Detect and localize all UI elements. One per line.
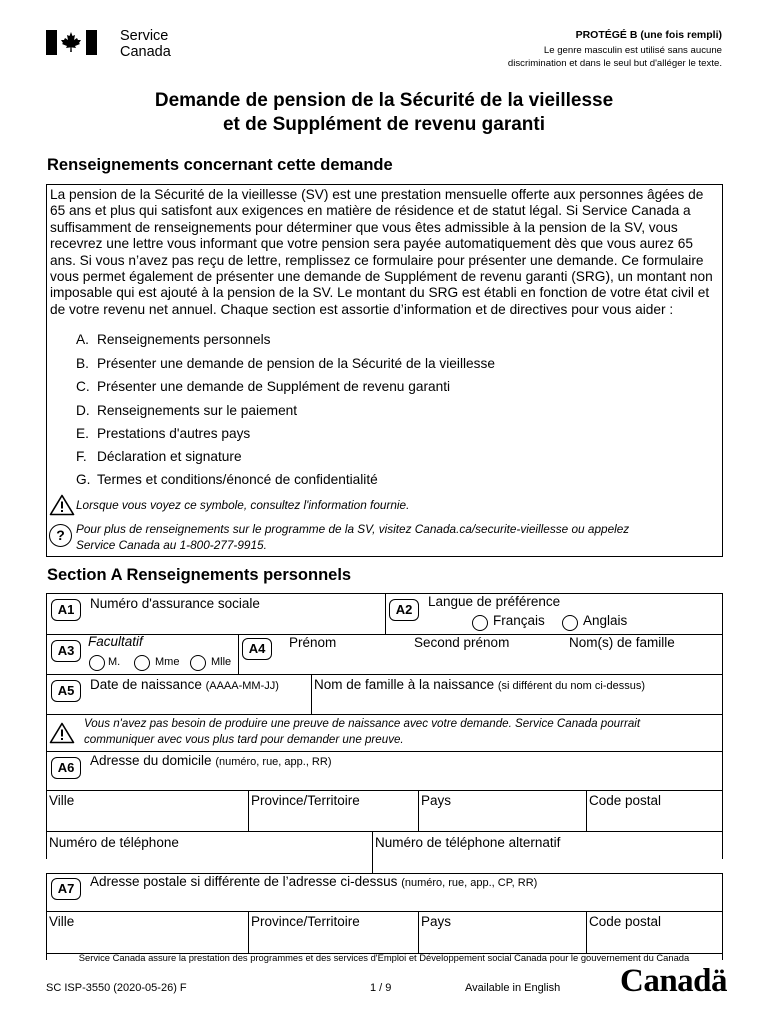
- mailing-province-field[interactable]: Province/Territoire: [251, 914, 360, 929]
- badge-a5: A5: [51, 680, 81, 702]
- warning-note: Lorsque vous voyez ce symbole, consultez l'information fournie.: [76, 498, 410, 512]
- page-number: 1 / 9: [370, 982, 392, 994]
- country-field[interactable]: Pays: [421, 793, 452, 808]
- mailing-country-field[interactable]: Pays: [421, 914, 452, 929]
- last-name-field[interactable]: Nom(s) de famille: [569, 635, 675, 650]
- radio-francais[interactable]: [472, 615, 488, 631]
- form-id: SC ISP-3550 (2020-05-26) F: [46, 982, 187, 994]
- mailing-address-field[interactable]: Adresse postale si différente de l’adresse ci-dessus (numéro, rue, app., CP, RR): [90, 874, 538, 889]
- mailing-city-field[interactable]: Ville: [49, 914, 75, 929]
- radio-anglais-label: Anglais: [583, 613, 628, 628]
- radio-mlle[interactable]: [190, 655, 206, 671]
- radio-m-label: M.: [108, 656, 121, 668]
- badge-a4: A4: [242, 638, 272, 660]
- badge-a6: A6: [51, 757, 81, 779]
- radio-mlle-label: Mlle: [211, 656, 232, 668]
- page-title: Demande de pension de la Sécurité de la vieillesse et de Supplément de revenu garanti: [154, 90, 614, 135]
- postal-code-field[interactable]: Code postal: [589, 793, 662, 808]
- first-name-field[interactable]: Prénom: [289, 635, 337, 650]
- radio-m[interactable]: [89, 655, 105, 671]
- warning-icon: [49, 494, 75, 516]
- alt-phone-field[interactable]: Numéro de téléphone alternatif: [375, 835, 561, 850]
- middle-name-field[interactable]: Second prénom: [414, 635, 510, 650]
- birth-name-field[interactable]: Nom de famille à la naissance (si différent du nom ci-dessus): [314, 677, 645, 692]
- intro-heading: Renseignements concernant cette demande: [47, 156, 393, 174]
- available-in-english: Available in English: [465, 982, 561, 994]
- warning-icon: [49, 722, 75, 744]
- protected-label: PROTÉGÉ B (une fois rempli): [575, 29, 722, 41]
- gender-note: Le genre masculin est utilisé sans aucune discrimination et dans le seul but d'alléger le texte.: [507, 45, 722, 69]
- sin-field[interactable]: Numéro d'assurance sociale: [90, 596, 260, 611]
- radio-mme-label: Mme: [155, 656, 180, 668]
- footer-note: Service Canada assure la prestation des programmes et des services d'Emploi et Développement social Canada pour le gouvernement du Canada: [78, 952, 690, 963]
- maple-leaf-icon: [60, 31, 82, 53]
- badge-a2: A2: [389, 599, 419, 621]
- province-field[interactable]: Province/Territoire: [251, 793, 360, 808]
- info-note: Pour plus de renseignements sur le programme de la SV, visitez Canada.ca/securite-vieillesse ou appelez Service Canada au 1-800-277-9915.: [76, 522, 630, 552]
- badge-a1: A1: [51, 599, 81, 621]
- radio-francais-label: Français: [493, 613, 545, 628]
- intro-paragraph: La pension de la Sécurité de la vieillesse (SV) est une prestation mensuelle offerte aux personnes âgées de 65 ans et plus qui satisfont aux exigences en matière de résidence et de statut légal. Si Service Canada a suffisamment de renseignements pour déterminer que vous êtes admissible à la pension de la SV, vous recevrez une lettre vous informant que votre pension sera payée automatiquement dès que vous aurez 65 ans. Si vous n’avez pas reçu de lettre, remplissez ce formulaire pour présenter une demande. Ce formulaire vous permet également de présenter une demande de Supplément de revenu garanti (SRG), un montant non imposable qui est ajouté à la pension de la SV. Le montant du SRG est établi en fonction de votre état civil et de votre revenu net annuel. Chaque section est assortie d’information et de directives pour vous aider :: [50, 187, 713, 317]
- radio-mme[interactable]: [134, 655, 150, 671]
- radio-anglais[interactable]: [562, 615, 578, 631]
- section-a-heading: Section A Renseignements personnels: [47, 566, 352, 584]
- language-label: Langue de préférence: [428, 594, 561, 609]
- question-icon: ?: [49, 524, 72, 547]
- title-optional-label: Facultatif: [88, 634, 143, 649]
- birth-date-field[interactable]: Date de naissance (AAAA-MM-JJ): [90, 677, 279, 692]
- birth-proof-note: Vous n'avez pas besoin de produire une preuve de naissance avec votre demande. Service Canada pourrait communiquer avec vous plus tard pour demander une preuve.: [84, 717, 641, 746]
- canada-wordmark: Canadä: [620, 963, 728, 999]
- city-field[interactable]: Ville: [49, 793, 75, 808]
- service-canada-brand: Service Canada: [120, 28, 171, 60]
- home-address-field[interactable]: Adresse du domicile (numéro, rue, app., RR): [90, 753, 332, 768]
- badge-a7: A7: [51, 878, 81, 900]
- phone-field[interactable]: Numéro de téléphone: [49, 835, 179, 850]
- badge-a3: A3: [51, 640, 81, 662]
- mailing-postal-code-field[interactable]: Code postal: [589, 914, 662, 929]
